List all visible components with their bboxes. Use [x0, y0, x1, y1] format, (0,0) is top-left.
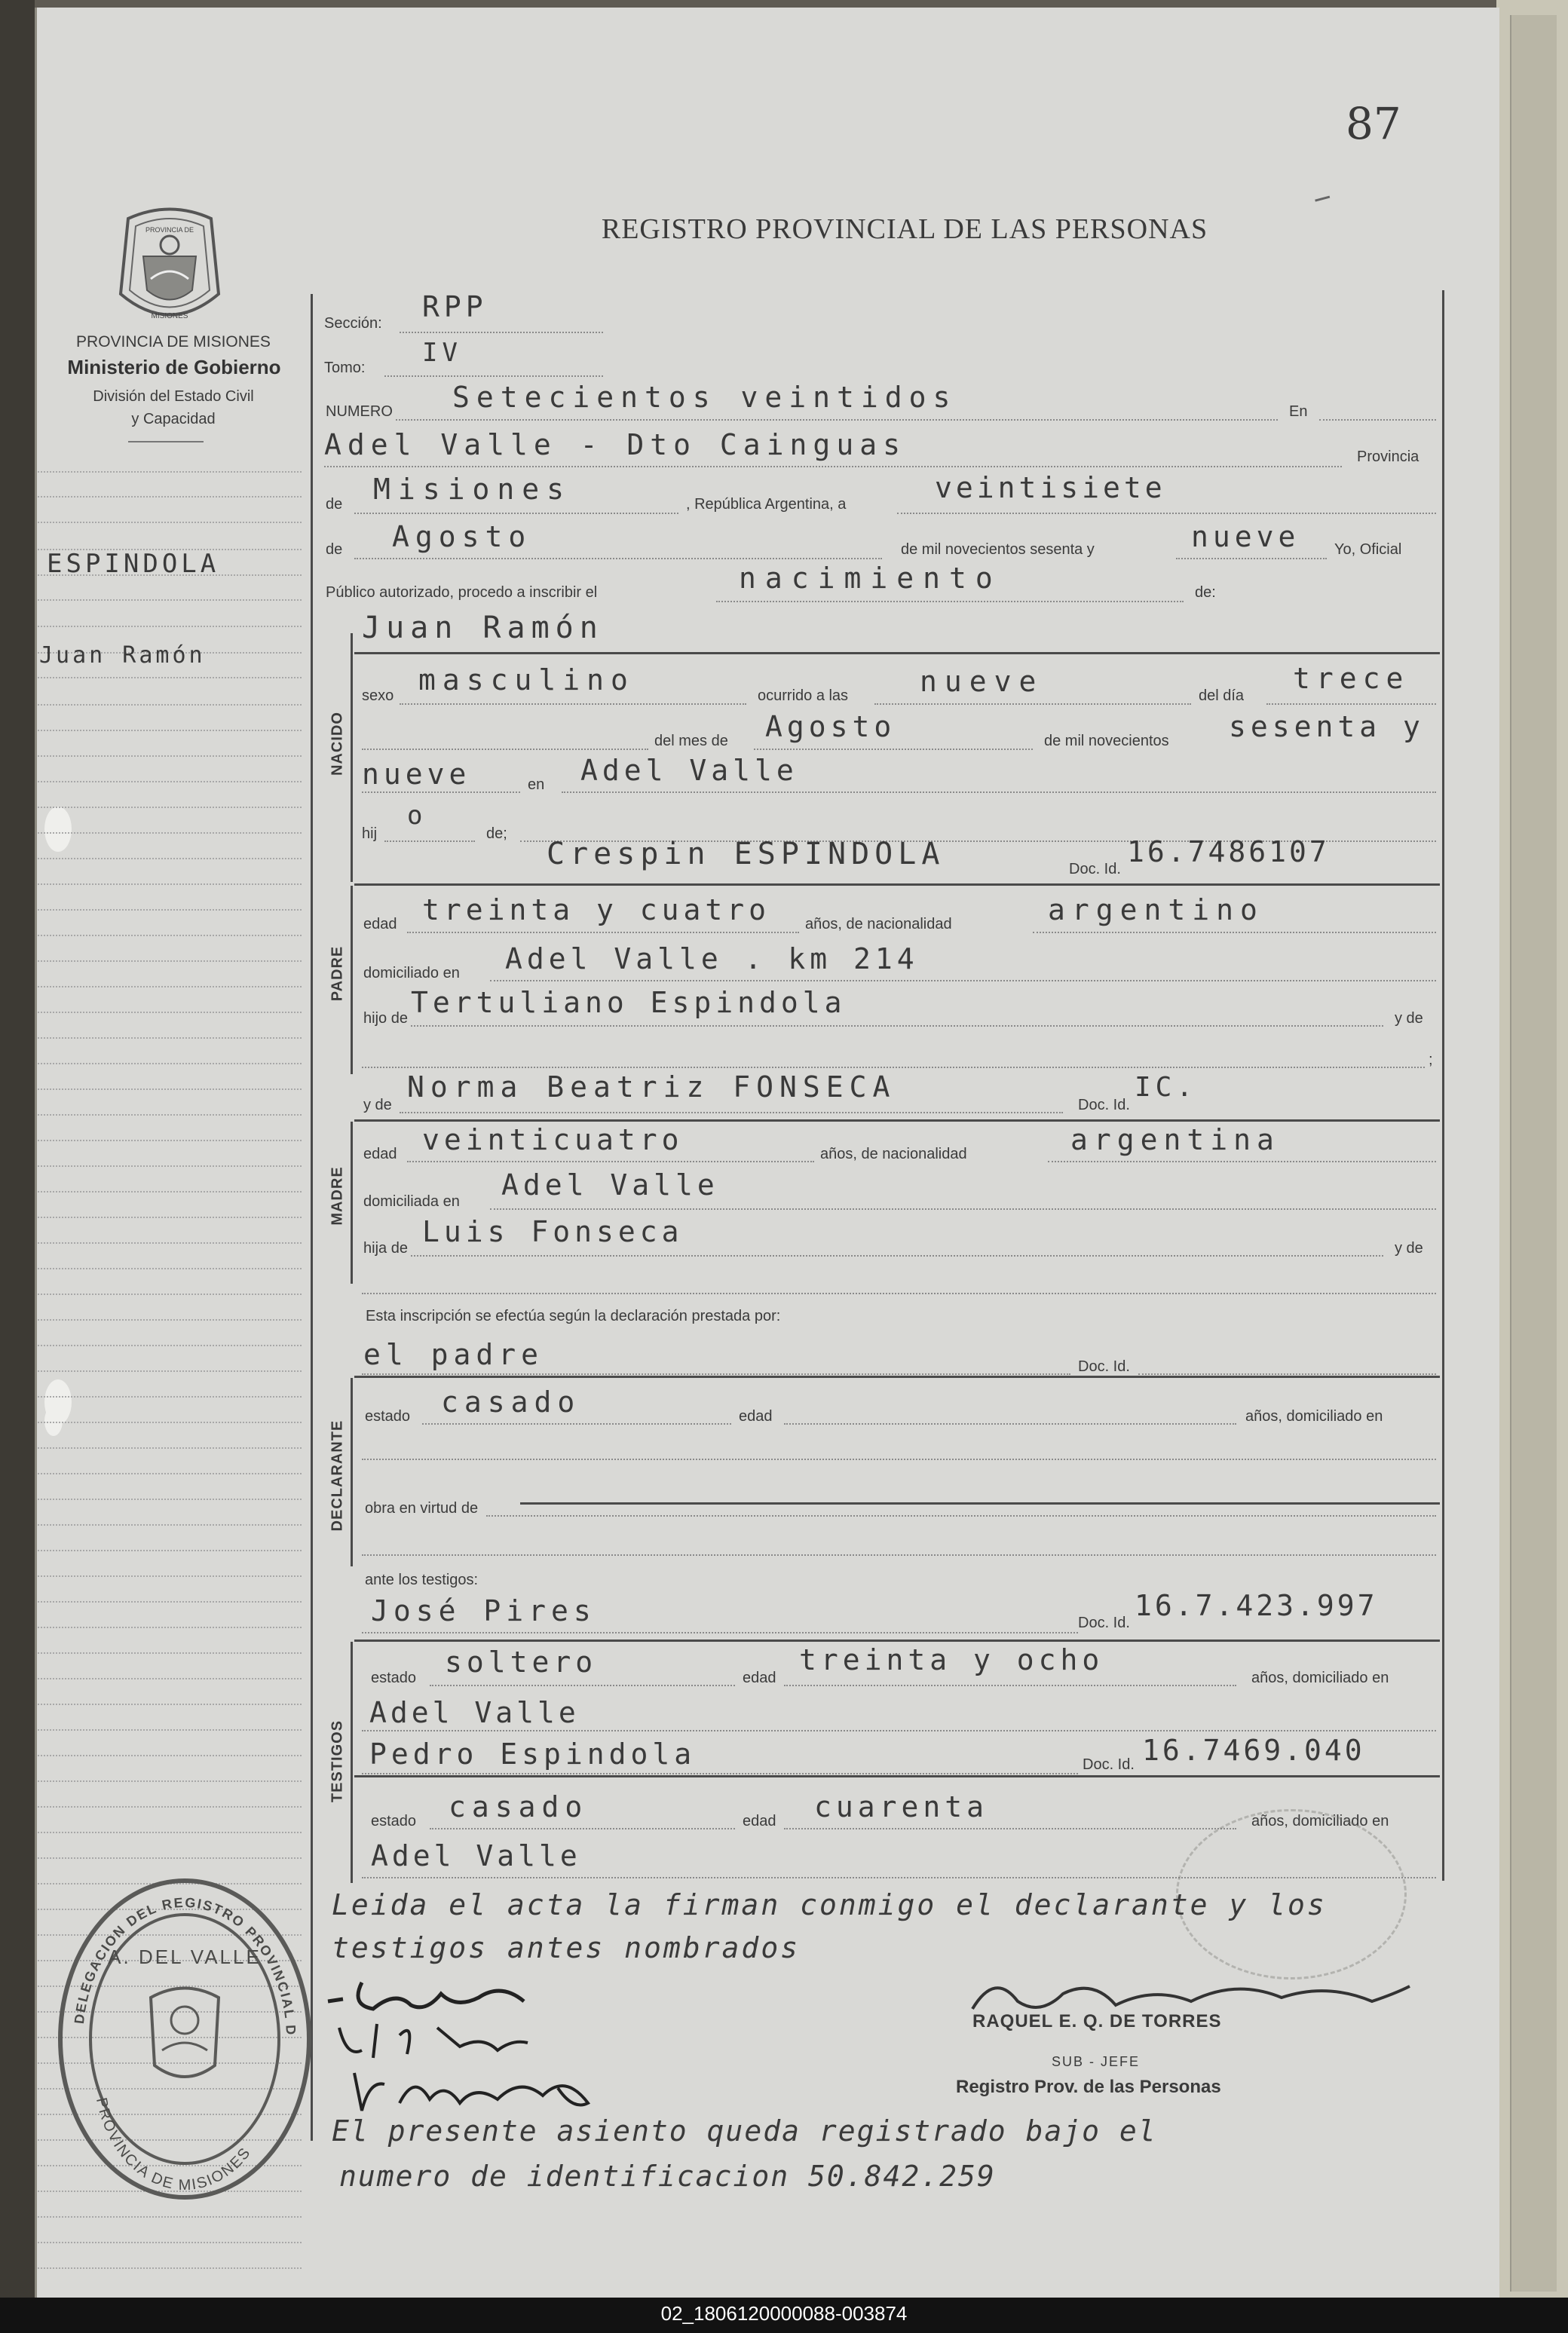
value-declarante: el padre — [363, 1338, 544, 1371]
closing-line-2: testigos antes nombrados — [332, 1931, 801, 1964]
label-de: de — [326, 496, 343, 513]
value-madre-dom: Adel Valle — [501, 1168, 719, 1202]
value-lugar-nac: Adel Valle — [580, 754, 798, 787]
stamp-official-name: RAQUEL E. Q. DE TORRES — [972, 2011, 1222, 2031]
svg-text:A. DEL VALLE: A. DEL VALLE — [108, 1946, 262, 1968]
label-ante-testigos: ante los testigos: — [365, 1572, 479, 1588]
section-nacido: NACIDO — [329, 712, 346, 776]
value-anio-2: nueve — [362, 758, 471, 791]
value-padre-nac: argentino — [1048, 893, 1264, 926]
label-obra: obra en virtud de — [365, 1500, 479, 1517]
value-padre-edad: treinta y cuatro — [422, 893, 771, 926]
value-padre-doc: 16.7486107 — [1127, 835, 1330, 868]
value-testigo2-estado: casado — [449, 1790, 589, 1823]
section-declarante: DECLARANTE — [329, 1419, 346, 1532]
value-testigo1-dom: Adel Valle — [369, 1696, 580, 1729]
crest-emblem — [106, 204, 234, 328]
svg-text:DELEGACION DEL REGISTRO PROVIN: DELEGACION DEL REGISTRO PROVINCIAL D — [71, 1894, 299, 2037]
section-testigos: TESTIGOS — [329, 1719, 346, 1803]
label-edad-madre: edad — [363, 1146, 397, 1162]
value-testigo1-estado: soltero — [445, 1646, 598, 1679]
label-ocurrido: ocurrido a las — [758, 687, 849, 704]
value-seccion: RPP — [422, 290, 488, 323]
label-de-mes: de — [326, 541, 343, 558]
label-anios-dom-t1: años, domiciliado en — [1251, 1670, 1389, 1686]
value-tomo: IV — [422, 338, 462, 368]
value-mes: Agosto — [765, 710, 896, 743]
section-line-madre — [351, 1122, 353, 1284]
label-en-small: en — [528, 776, 545, 793]
label-seccion: Sección: — [324, 315, 382, 332]
label-del-mes: del mes de — [654, 733, 728, 749]
section-madre: MADRE — [329, 1166, 346, 1226]
label-inscripcion: Esta inscripción se efectúa según la declaración prestada por: — [366, 1308, 781, 1324]
division-label-2: y Capacidad — [131, 411, 216, 427]
book-binding — [0, 0, 35, 2314]
label-doc-id-decl: Doc. Id. — [1078, 1358, 1130, 1375]
page-title: REGISTRO PROVINCIAL DE LAS PERSONAS — [601, 213, 1208, 245]
binder-hole — [44, 1406, 63, 1436]
value-madre-edad: veinticuatro — [422, 1123, 684, 1156]
book-cover-edge — [1496, 0, 1568, 2314]
value-padre-nombre: Crespin ESPINDOLA — [547, 837, 945, 871]
section-padre: PADRE — [329, 945, 346, 1002]
form-right-border — [1442, 290, 1444, 1881]
label-hija-de: hija de — [363, 1240, 408, 1257]
province-label: PROVINCIA DE MISIONES — [76, 333, 271, 351]
svg-text:MISIONES: MISIONES — [151, 312, 188, 320]
label-estado: estado — [365, 1408, 411, 1425]
label-estado-t1: estado — [371, 1670, 417, 1686]
value-testigo1-edad: treinta y ocho — [799, 1643, 1104, 1676]
label-y-de-2: y de — [1395, 1240, 1423, 1257]
margin-given-names: Juan Ramón — [39, 642, 206, 669]
label-doc-id-t2: Doc. Id. — [1083, 1756, 1135, 1773]
value-madre-doc: IC. — [1135, 1072, 1198, 1103]
label-anios-dom-t2: años, domiciliado en — [1251, 1813, 1389, 1829]
page-number: 87 — [1346, 98, 1401, 149]
value-testigo2-dom: Adel Valle — [371, 1839, 581, 1872]
value-mes-acta: Agosto — [392, 520, 532, 553]
divider — [128, 441, 204, 442]
closing-line-1: Leida el acta la firman conmigo el declarante y los — [332, 1888, 1327, 1921]
label-y-de: y de — [1395, 1010, 1423, 1027]
round-seal-stamp — [53, 1869, 317, 2209]
value-testigo1-doc: 16.7.423.997 — [1135, 1589, 1378, 1622]
value-testigo2-doc: 16.7469.040 — [1142, 1734, 1365, 1767]
form-left-border — [311, 294, 313, 2141]
binder-hole — [44, 807, 72, 852]
section-line-testigos — [351, 1642, 353, 1883]
value-madre-nac: argentina — [1070, 1123, 1280, 1156]
value-testigo2: Pedro Espindola — [369, 1738, 697, 1771]
label-de-semicolon: de; — [486, 825, 507, 842]
value-testigo2-edad: cuarenta — [814, 1790, 989, 1823]
section-line-nacido — [351, 633, 353, 882]
label-y-de-madre: y de — [363, 1097, 392, 1113]
label-doc-id: Doc. Id. — [1069, 861, 1121, 877]
value-madre-nombre: Norma Beatriz FONSECA — [407, 1070, 896, 1104]
label-edad-t1: edad — [743, 1670, 776, 1686]
note-line-1: El presente asiento queda registrado bajo el — [332, 2114, 1157, 2148]
value-madre-hija-de: Luis Fonseca — [422, 1215, 684, 1248]
label-anios-dom: años, domiciliado en — [1245, 1408, 1383, 1425]
label-publico: Público autorizado, procedo a inscribir el — [326, 584, 598, 601]
label-de-mil-nov: de mil novecientos sesenta y — [901, 541, 1095, 558]
label-numero: NUMERO — [326, 403, 393, 420]
label-edad-t2: edad — [743, 1813, 776, 1829]
value-tipo: nacimiento — [739, 562, 1002, 595]
label-en: En — [1289, 403, 1308, 420]
value-padre-hijo-de: Tertuliano Espindola — [411, 986, 847, 1019]
file-id: 02_1806120000088-003874 — [660, 2302, 908, 2325]
value-dia: trece — [1293, 662, 1410, 695]
value-anio-acta: nueve — [1191, 520, 1300, 553]
value-nombre: Juan Ramón — [362, 611, 604, 645]
value-testigo1: José Pires — [371, 1594, 596, 1627]
label-republica: , República Argentina, a — [686, 496, 847, 513]
label-domiciliada-en: domiciliada en — [363, 1193, 460, 1210]
label-doc-id-t1: Doc. Id. — [1078, 1615, 1130, 1631]
svg-text:PROVINCIA DE MISIONES: PROVINCIA DE MISIONES — [92, 2096, 255, 2194]
value-numero: Setecientos veintidos — [452, 381, 957, 414]
value-sexo: masculino — [418, 663, 635, 697]
label-anios-nac-madre: años, de nacionalidad — [820, 1146, 967, 1162]
value-decl-estado: casado — [441, 1385, 581, 1419]
label-edad: edad — [363, 916, 397, 932]
section-line-padre — [351, 886, 353, 1074]
label-semicolon: ; — [1429, 1052, 1433, 1068]
svg-text:PROVINCIA DE: PROVINCIA DE — [145, 226, 194, 234]
label-provincia: Provincia — [1357, 449, 1419, 465]
value-lugar: Adel Valle - Dto Cainguas — [324, 428, 906, 461]
margin-surname: ESPINDOLA — [47, 549, 220, 579]
value-hijo-sufijo: o — [407, 801, 427, 831]
label-hijo-de: hijo de — [363, 1010, 408, 1027]
stamp-official-office: Registro Prov. de las Personas — [956, 2077, 1221, 2097]
label-hij: hij — [362, 825, 378, 842]
label-anios-nac: años, de nacionalidad — [805, 916, 952, 932]
value-provincia: Misiones — [373, 473, 572, 506]
note-line-2: numero de identificacion 50.842.259 — [339, 2160, 996, 2193]
label-tomo: Tomo: — [324, 360, 366, 376]
value-dia-acta: veintisiete — [935, 471, 1166, 504]
division-label: División del Estado Civil — [93, 388, 254, 405]
label-domiciliado-en: domiciliado en — [363, 965, 460, 981]
value-hora: nueve — [920, 665, 1044, 698]
value-padre-dom: Adel Valle . km 214 — [505, 942, 919, 975]
label-yo-oficial: Yo, Oficial — [1334, 541, 1402, 558]
label-sexo: sexo — [362, 687, 394, 704]
label-de-mil-nov2: de mil novecientos — [1044, 733, 1169, 749]
section-line-declarante — [351, 1378, 353, 1566]
label-doc-id-madre: Doc. Id. — [1078, 1097, 1130, 1113]
label-del-dia: del día — [1199, 687, 1245, 704]
stamp-official-role: SUB - JEFE — [1052, 2054, 1141, 2069]
label-estado-t2: estado — [371, 1813, 417, 1829]
label-edad-decl: edad — [739, 1408, 773, 1425]
label-de-colon: de: — [1195, 584, 1216, 601]
ministry-label: Ministerio de Gobierno — [67, 356, 281, 378]
value-anio-1: sesenta y — [1229, 710, 1425, 743]
signature-testigo2 — [347, 2058, 618, 2122]
